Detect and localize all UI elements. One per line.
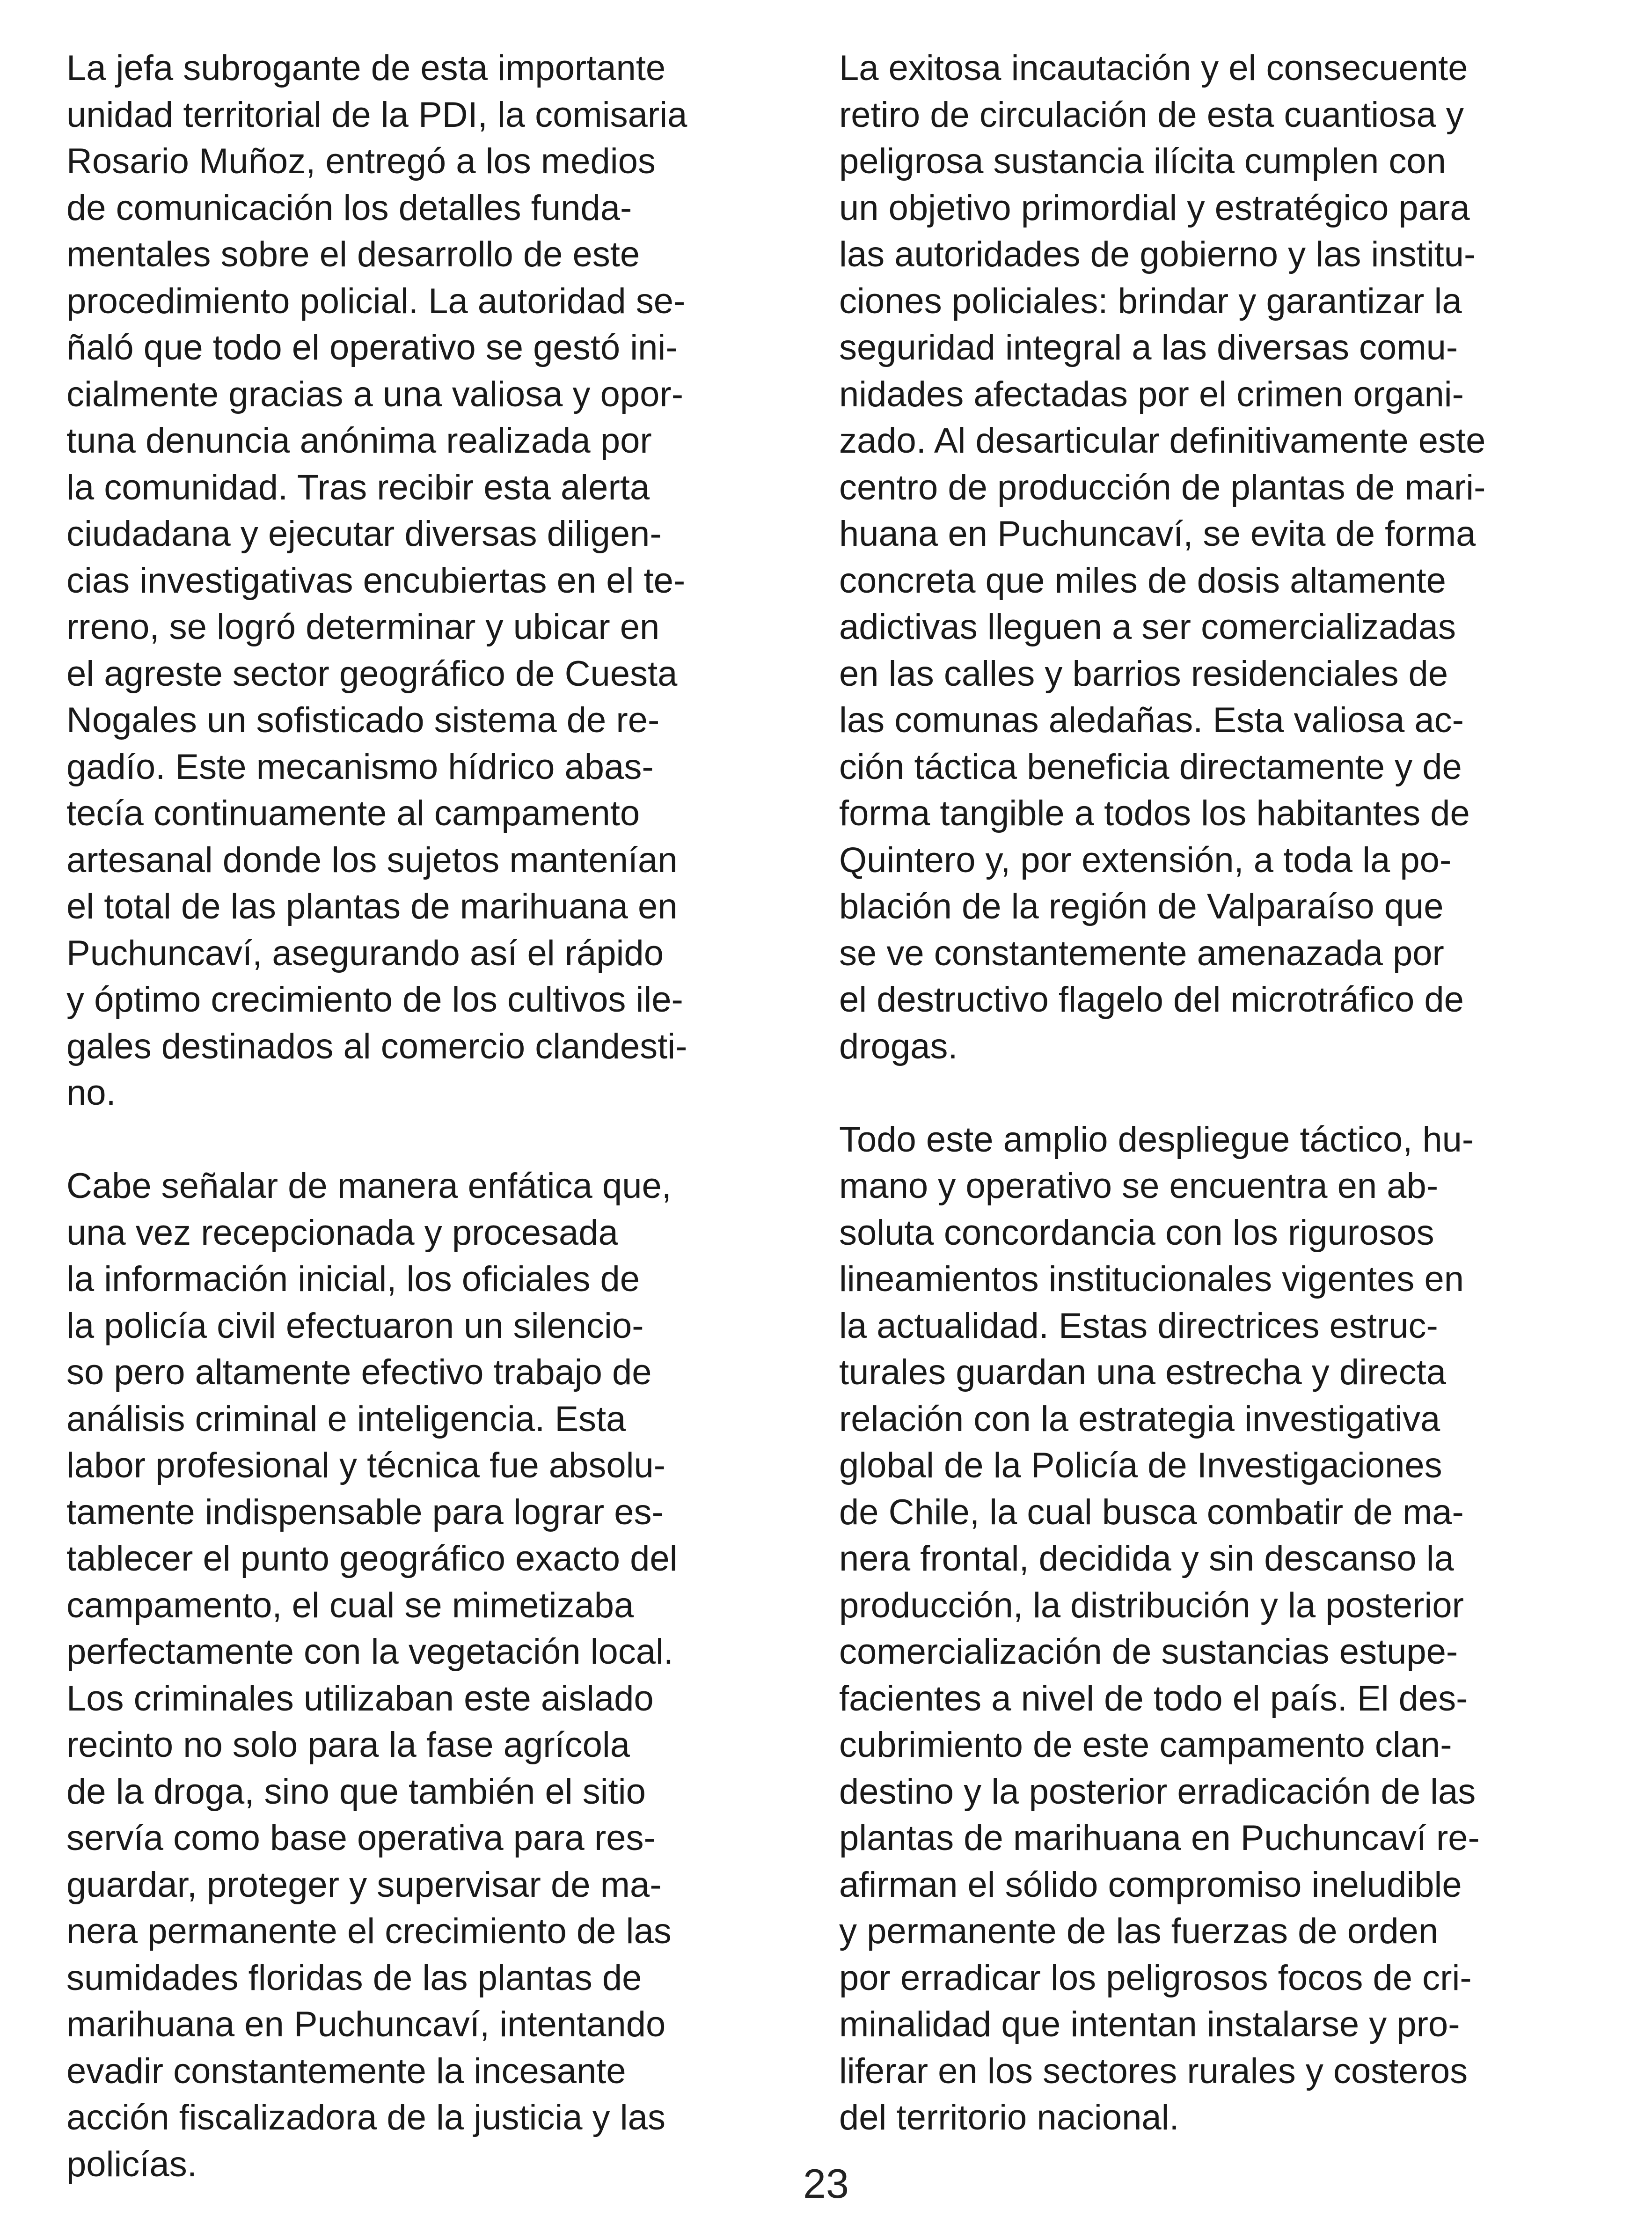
text-line: el agreste sector geográfico de Cuesta xyxy=(66,653,678,694)
text-line: policías. xyxy=(66,2144,197,2184)
text-line: huana en Puchuncaví, se evita de forma xyxy=(839,514,1476,554)
text-line: perfectamente con la vegetación local. xyxy=(66,1632,674,1672)
text-line: blación de la región de Valparaíso que xyxy=(839,887,1444,926)
text-line: tuna denuncia anónima realizada por xyxy=(66,421,652,461)
text-line: ciones policiales: brindar y garantizar la xyxy=(839,281,1462,321)
text-line: Puchuncaví, asegurando así el rápido xyxy=(66,933,664,973)
text-line: seguridad integral a las diversas comu- xyxy=(839,328,1458,367)
text-line: Cabe señalar de manera enfática que, xyxy=(66,1166,672,1206)
text-line: nidades afectadas por el crimen organi- xyxy=(839,374,1464,414)
text-line: de Chile, la cual busca combatir de ma- xyxy=(839,1492,1464,1532)
text-line: del territorio nacional. xyxy=(839,2098,1179,2137)
text-line: Todo este amplio despliegue táctico, hu- xyxy=(839,1119,1474,1160)
text-line: tecía continuamente al campamento xyxy=(66,793,640,833)
text-line: el total de las plantas de marihuana en xyxy=(66,887,678,926)
text-line: se ve constantemente amenazada por xyxy=(839,933,1444,973)
text-line: liferar en los sectores rurales y costeros xyxy=(839,2051,1468,2091)
text-line: zado. Al desarticular definitivamente este xyxy=(839,421,1486,461)
paragraph xyxy=(66,1163,806,2188)
text-line: centro de producción de plantas de mari- xyxy=(839,467,1486,507)
text-line: rreno, se logró determinar y ubicar en xyxy=(66,607,660,647)
text-line: cialmente gracias a una valiosa y opor- xyxy=(66,374,684,414)
text-line: análisis criminal e inteligencia. Esta xyxy=(66,1399,626,1439)
text-line: en las calles y barrios residenciales de xyxy=(839,653,1448,694)
text-line: guardar, proteger y supervisar de ma- xyxy=(66,1865,662,1905)
text-line: sumidades floridas de las plantas de xyxy=(66,1958,642,1998)
text-line: cubrimiento de este campamento clan- xyxy=(839,1725,1452,1765)
text-line: peligrosa sustancia ilícita cumplen con xyxy=(839,141,1446,181)
text-line: servía como base operativa para res- xyxy=(66,1818,656,1858)
text-line: las comunas aledañas. Esta valiosa ac- xyxy=(839,700,1464,740)
text-line: destino y la posterior erradicación de las xyxy=(839,1771,1476,1812)
paragraph xyxy=(839,1116,1579,2141)
page-number: 23 xyxy=(803,2160,849,2207)
text-line: la actualidad. Estas directrices estruc- xyxy=(839,1306,1438,1346)
text-line: acción fiscalizadora de la justicia y las xyxy=(66,2098,665,2137)
text-line: gales destinados al comercio clandesti- xyxy=(66,1026,687,1066)
paragraph-gap xyxy=(66,1116,806,1163)
text-line: drogas. xyxy=(839,1026,958,1066)
text-line: la policía civil efectuaron un silencio- xyxy=(66,1306,644,1346)
text-line: Los criminales utilizaban este aislado xyxy=(66,1678,654,1718)
text-line: ciudadana y ejecutar diversas diligen- xyxy=(66,514,662,554)
text-line: lineamientos institucionales vigentes en xyxy=(839,1259,1464,1299)
text-line: plantas de marihuana en Puchuncaví re- xyxy=(839,1818,1480,1858)
text-line: mano y operativo se encuentra en ab- xyxy=(839,1166,1439,1206)
text-line: artesanal donde los sujetos mantenían xyxy=(66,840,678,880)
text-line: Rosario Muñoz, entregó a los medios xyxy=(66,141,656,181)
text-line: afirman el sólido compromiso ineludible xyxy=(839,1865,1462,1905)
text-line: minalidad que intentan instalarse y pro- xyxy=(839,2004,1460,2044)
text-line: La exitosa incautación y el consecuente xyxy=(839,48,1468,88)
text-line: y permanente de las fuerzas de orden xyxy=(839,1911,1439,1951)
text-line: soluta concordancia con los rigurosos xyxy=(839,1212,1434,1253)
paragraph xyxy=(839,45,1579,1070)
text-line: global de la Policía de Investigaciones xyxy=(839,1446,1442,1485)
text-line: mentales sobre el desarrollo de este xyxy=(66,235,640,274)
text-line: ción táctica beneficia directamente y de xyxy=(839,747,1462,787)
left-column xyxy=(66,45,806,2188)
text-line: la información inicial, los oficiales de xyxy=(66,1259,640,1299)
text-line: Nogales un sofisticado sistema de re- xyxy=(66,700,660,740)
text-line: facientes a nivel de todo el país. El des- xyxy=(839,1678,1468,1718)
text-line: labor profesional y técnica fue absolu- xyxy=(66,1446,666,1485)
text-line: turales guardan una estrecha y directa xyxy=(839,1352,1447,1392)
text-line: un objetivo primordial y estratégico para xyxy=(839,188,1470,228)
text-line: de la droga, sino que también el sitio xyxy=(66,1771,646,1812)
text-line: concreta que miles de dosis altamente xyxy=(839,560,1446,601)
text-line: forma tangible a todos los habitantes de xyxy=(839,793,1470,833)
text-line: una vez recepcionada y procesada xyxy=(66,1212,618,1253)
text-line: relación con la estrategia investigativa xyxy=(839,1399,1440,1439)
text-line: campamento, el cual se mimetizaba xyxy=(66,1585,634,1625)
text-line: retiro de circulación de esta cuantiosa y xyxy=(839,95,1464,135)
text-line: gadío. Este mecanismo hídrico abas- xyxy=(66,747,654,787)
paragraph-gap xyxy=(839,1070,1579,1116)
text-line: de comunicación los detalles funda- xyxy=(66,188,632,228)
paragraph xyxy=(66,45,806,1116)
text-line: no. xyxy=(66,1073,116,1113)
text-line: procedimiento policial. La autoridad se- xyxy=(66,281,686,321)
text-line: evadir constantemente la incesante xyxy=(66,2051,626,2091)
text-line: comercialización de sustancias estupe- xyxy=(839,1632,1458,1672)
text-line: nera frontal, decidida y sin descanso la xyxy=(839,1539,1454,1579)
text-line: el destructivo flagelo del microtráfico de xyxy=(839,980,1464,1020)
text-line: ñaló que todo el operativo se gestó ini- xyxy=(66,328,678,367)
text-line: recinto no solo para la fase agrícola xyxy=(66,1725,630,1765)
text-line: adictivas lleguen a ser comercializadas xyxy=(839,607,1456,647)
text-line: La jefa subrogante de esta importante xyxy=(66,48,666,88)
text-line: Quintero y, por extensión, a toda la po- xyxy=(839,840,1452,880)
text-line: cias investigativas encubiertas en el te- xyxy=(66,560,686,601)
text-line: por erradicar los peligrosos focos de cri- xyxy=(839,1958,1472,1998)
text-line: so pero altamente efectivo trabajo de xyxy=(66,1352,652,1392)
text-line: marihuana en Puchuncaví, intentando xyxy=(66,2004,666,2044)
text-line: las autoridades de gobierno y las institu- xyxy=(839,235,1476,274)
text-line: nera permanente el crecimiento de las xyxy=(66,1911,672,1951)
text-line: producción, la distribución y la posterior xyxy=(839,1585,1464,1625)
text-line: tablecer el punto geográfico exacto del xyxy=(66,1539,678,1579)
text-line: y óptimo crecimiento de los cultivos ile- xyxy=(66,980,683,1020)
text-line: tamente indispensable para lograr es- xyxy=(66,1492,664,1532)
text-line: unidad territorial de la PDI, la comisaria xyxy=(66,95,687,135)
right-column xyxy=(839,45,1579,2141)
text-line: la comunidad. Tras recibir esta alerta xyxy=(66,467,650,507)
